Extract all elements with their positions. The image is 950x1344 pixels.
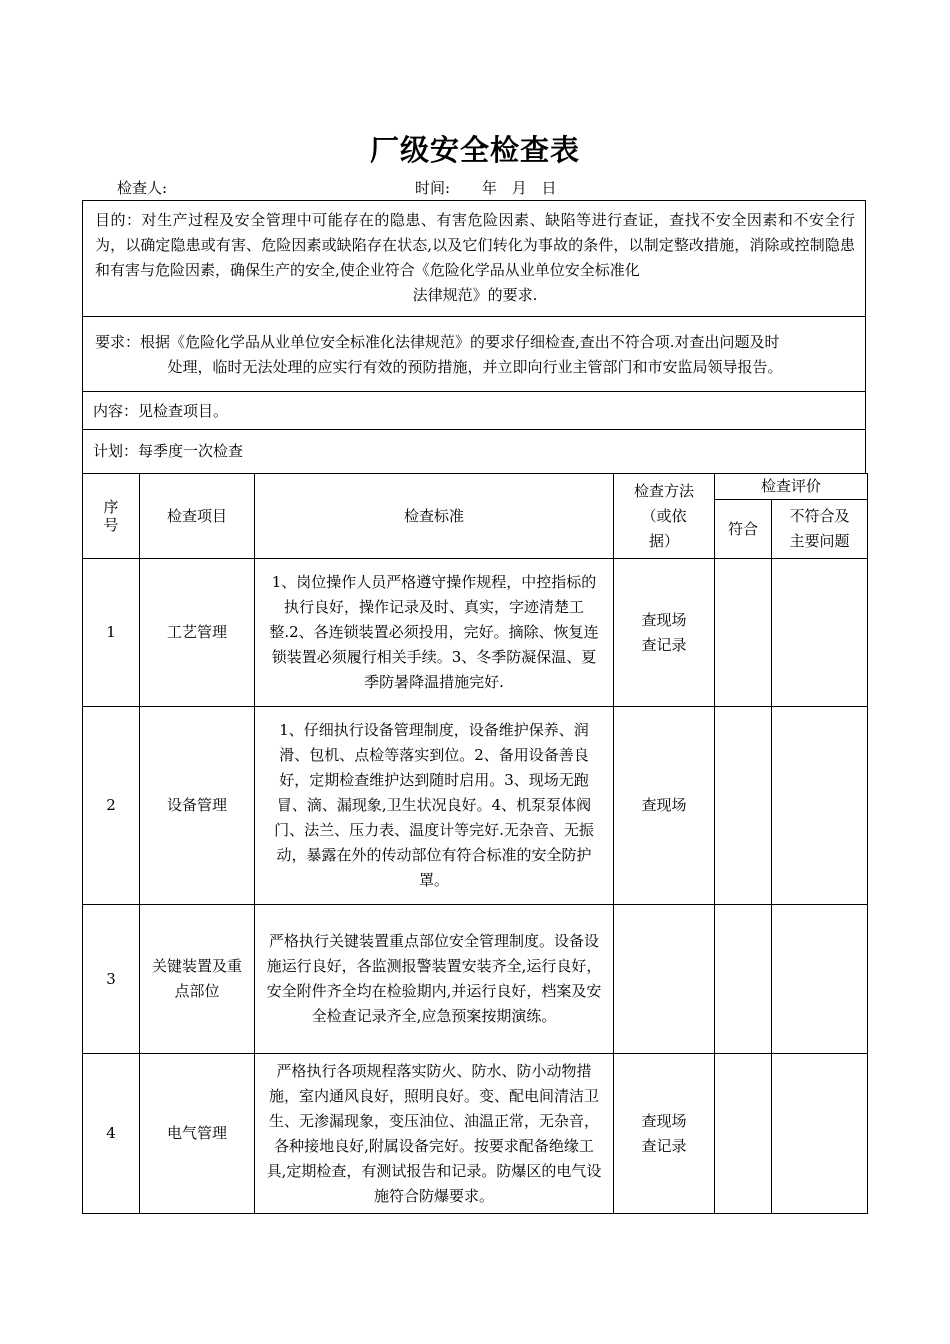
header-evaluation: 检查评价 <box>715 474 868 500</box>
table-row <box>83 559 868 707</box>
row-seq: 1 <box>83 559 140 707</box>
header-nonconform: 不符合及主要问题 <box>772 500 868 559</box>
header-seq: 序号 <box>83 474 140 559</box>
row-nonconform <box>772 1054 868 1214</box>
row-method: 查现场查记录 <box>614 1054 715 1214</box>
row-standard: 1、岗位操作人员严格遵守操作规程，中控指标的执行良好，操作记录及时、真实，字迹清楚工整.2、各连锁装置必须投用，完好。摘除、恢复连锁装置必须履行相关手续。3、冬季防凝保温、夏季防暑降温措施完好. <box>255 559 614 707</box>
inspection-table <box>82 473 868 1214</box>
header-method: 检查方法（或依据） <box>614 474 715 559</box>
row-seq: 2 <box>83 707 140 905</box>
purpose-last-line: 法律规范》的要求. <box>412 286 538 304</box>
row-item: 工艺管理 <box>140 559 255 707</box>
row-nonconform <box>772 905 868 1054</box>
row-nonconform <box>772 707 868 905</box>
document-title: 厂级安全检查表 <box>369 133 580 167</box>
requirement-last-line: 处理，临时无法处理的应实行有效的预防措施，并立即向行业主管部门和市安监局领导报告。 <box>167 358 783 376</box>
table-header-row <box>83 474 868 500</box>
row-item: 电气管理 <box>140 1054 255 1214</box>
row-conform <box>715 559 772 707</box>
row-item: 设备管理 <box>140 707 255 905</box>
row-method <box>614 905 715 1054</box>
header-item: 检查项目 <box>140 474 255 559</box>
purpose-section <box>82 200 866 316</box>
row-method: 查现场 <box>614 707 715 905</box>
row-standard: 1、仔细执行设备管理制度，设备维护保养、润滑、包机、点检等落实到位。2、备用设备善良好，定期检查维护达到随时启用。3、现场无跑冒、滴、漏现象,卫生状况良好。4、机泵泵体阀门、法兰、压力表、温度计等完好.无杂音、无振动，暴露在外的传动部位有符合标准的安全防护罩。 <box>255 707 614 905</box>
row-conform <box>715 905 772 1054</box>
requirement-section <box>82 316 866 391</box>
inspector-label: 检查人: <box>117 179 168 197</box>
header-standard: 检查标准 <box>255 474 614 559</box>
row-conform <box>715 1054 772 1214</box>
row-seq: 4 <box>83 1054 140 1214</box>
content-section: 内容：见检查项目。 <box>82 391 866 429</box>
plan-section: 计划：每季度一次检查 <box>82 429 866 473</box>
row-item: 关键装置及重点部位 <box>140 905 255 1054</box>
time-label: 时间: <box>415 179 451 197</box>
table-row <box>83 1054 868 1214</box>
row-conform <box>715 707 772 905</box>
purpose-text: 目的：对生产过程及安全管理中可能存在的隐患、有害危险因素、缺陷等进行查证，查找不安全因素和不安全行为，以确定隐患或有害、危险因素或缺陷存在状态,以及它们转化为事故的条件，以制定整改措施，消除或控制隐患和有害与危险因素，确保生产的安全,使企业符合《危险化学品从业单位安全标准化 <box>95 211 855 279</box>
requirement-text: 要求：根据《危险化学品从业单位安全标准化法律规范》的要求仔细检查,查出不符合项.对查出问题及时 <box>95 333 780 351</box>
table-row <box>83 707 868 905</box>
header-conform: 符合 <box>715 500 772 559</box>
row-nonconform <box>772 559 868 707</box>
row-method: 查现场查记录 <box>614 559 715 707</box>
row-standard: 严格执行关键装置重点部位安全管理制度。设备设施运行良好，各监测报警装置安装齐全,运行良好，安全附件齐全均在检验期内,并运行良好，档案及安全检查记录齐全,应急预案按期演练。 <box>255 905 614 1054</box>
table-row <box>83 905 868 1054</box>
row-seq: 3 <box>83 905 140 1054</box>
date-placeholder: 年 月 日 <box>482 179 557 197</box>
row-standard: 严格执行各项规程落实防火、防水、防小动物措施，室内通风良好，照明良好。变、配电间清洁卫生、无渗漏现象，变压油位、油温正常，无杂音，各种接地良好,附属设备完好。按要求配备绝缘工具,定期检查，有测试报告和记录。防爆区的电气设施符合防爆要求。 <box>255 1054 614 1214</box>
